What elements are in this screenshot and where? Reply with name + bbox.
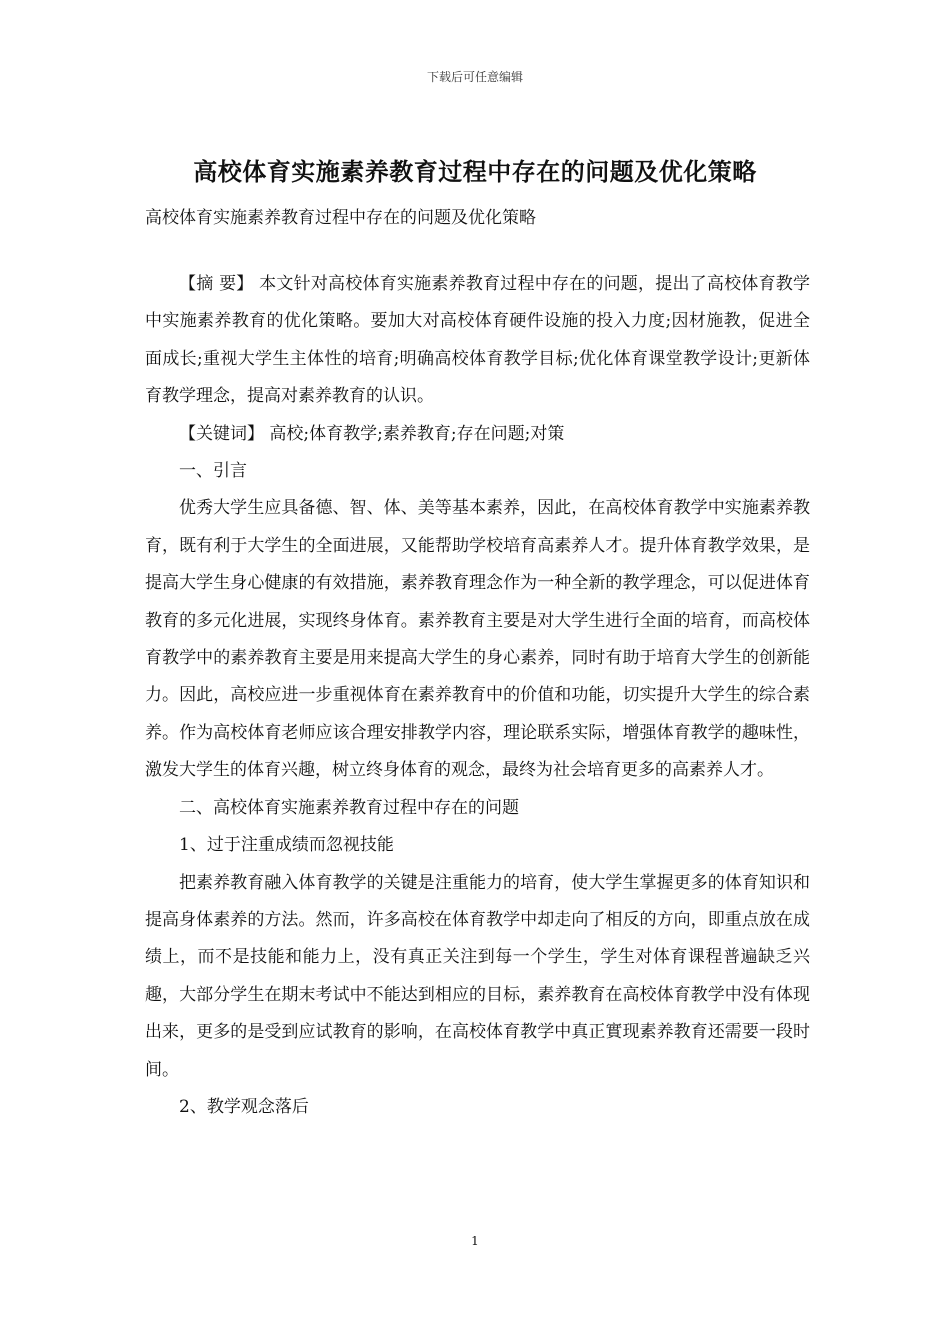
keywords-paragraph	[145, 416, 810, 453]
abstract-label: 【摘 要】	[179, 274, 254, 294]
document-body	[145, 266, 810, 1126]
keywords-text: 高校;体育教学;素养教育;存在问题;对策	[269, 423, 565, 444]
abstract-text: 本文针对高校体育实施素养教育过程中存在的问题，提出了高校体育教学中实施素养教育的优化策略。要加大对高校体育硬件设施的投入力度;因材施教，促进全面成长;重视大学生主体性的培育;明确高校体育教学目标;优化体育课堂教学设计;更新体育教学理念，提高对素养教育的认识。	[145, 274, 811, 407]
intro-paragraph: 优秀大学生应具备德、智、体、美等基本素养，因此，在高校体育教学中实施素养教育，既有利于大学生的全面进展，又能帮助学校培育高素养人才。提升体育教学效果，是提高大学生身心健康的有效措施，素养教育理念作为一种全新的教学理念，可以促进体育教育的多元化进展，实现终身体育。素养教育主要是对大学生进行全面的培育，而高校体育教学中的素养教育主要是用来提高大学生的身心素养，同时有助于培育大学生的创新能力。因此，高校应进一步重视体育在素养教育中的价值和功能，切实提升大学生的综合素养。作为高校体育老师应该合理安排教学内容，理论联系实际，增强体育教学的趣味性，激发大学生的体育兴趣，树立终身体育的观念，最终为社会培育更多的高素养人才。	[145, 498, 810, 781]
section-heading-intro: 一、引言	[179, 461, 247, 482]
header-note: 下载后可任意编辑	[426, 70, 523, 84]
section-heading-problems: 二、高校体育实施素养教育过程中存在的问题	[179, 797, 519, 818]
document-subtitle: 高校体育实施素养教育过程中存在的问题及优化策略	[145, 208, 536, 228]
subsection-heading-1: 1、过于注重成绩而忽视技能	[179, 835, 394, 856]
subsection-heading-2: 2、教学观念落后	[179, 1096, 309, 1117]
page-number: 1	[471, 1234, 479, 1248]
keywords-label: 【关键词】	[179, 423, 264, 444]
subsection-1-paragraph: 把素养教育融入体育教学的关键是注重能力的培育，使大学生掌握更多的体育知识和提高身体素养的方法。然而，许多高校在体育教学中却走向了相反的方向，即重点放在成绩上，而不是技能和能力上，没有真正关注到每一个学生，学生对体育课程普遍缺乏兴趣，大部分学生在期末考试中不能达到相应的目标，素养教育在高校体育教学中没有体现出来，更多的是受到应试教育的影响，在高校体育教学中真正實现素养教育还需要一段时间。	[145, 872, 810, 1080]
document-title: 高校体育实施素养教育过程中存在的问题及优化策略	[193, 157, 757, 186]
abstract-paragraph	[145, 266, 810, 416]
